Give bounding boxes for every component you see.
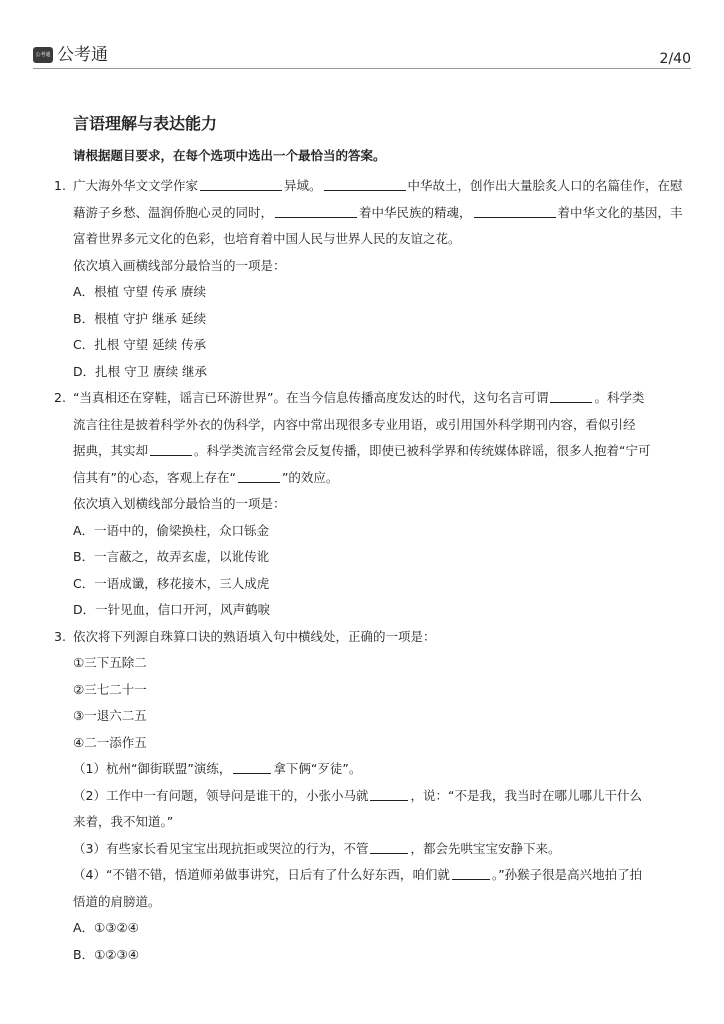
question-stem-line (73, 438, 674, 465)
stem-text: 。”孙猴子很是高兴地拍了拍 (491, 867, 643, 882)
answer-blank (452, 866, 490, 880)
answer-blank (474, 204, 556, 218)
header-divider (33, 68, 691, 69)
sentence-4 (73, 862, 674, 889)
answer-blank (275, 204, 357, 218)
option-a: A．一语中的，偷梁换柱，众口铄金 (73, 522, 270, 538)
option-d: D．扎根 守卫 赓续 继承 (73, 363, 208, 379)
stem-text: 。科学类 (594, 390, 645, 405)
question-stem-line (73, 465, 674, 492)
stem-text: ”的效应。 (281, 469, 339, 485)
stem-text: 着中华民族的精魂， (359, 204, 472, 220)
stem-text: （2）工作中一有问题，领导问是谁干的，小张小马就 (73, 787, 369, 803)
stem-text: 广大海外华文文学作家 (73, 178, 199, 193)
idiom-item: ②三七二十一 (73, 681, 147, 697)
question-stem-line (73, 173, 683, 200)
stem-text: 信其有”的心态，客观上存在“ (73, 469, 236, 485)
option-b: B．一言蔽之，故弄玄虚，以讹传讹 (73, 549, 270, 564)
question-number: 3. (54, 628, 66, 644)
stem-text: （3）有些家长看见宝宝出现抗拒或哭泣的行为，不管 (73, 840, 369, 856)
stem-text: 异域。 (284, 178, 322, 193)
question-number: 1. (54, 178, 66, 193)
question-prompt: 依次填入划横线部分最恰当的一项是： (73, 496, 286, 511)
answer-blank (150, 442, 192, 456)
question-stem-line: 依次将下列源自珠算口诀的熟语填入句中横线处，正确的一项是： (73, 628, 436, 644)
answer-blank (200, 177, 282, 191)
instruction-text: 请根据题目要求，在每个选项中选出一个最恰当的答案。 (73, 148, 386, 163)
stem-text: ，都会先哄宝宝安静下来。 (410, 840, 561, 856)
stem-text: 中华故土，创作出大量脍炙人口的名篇佳作，在慰 (407, 178, 683, 193)
answer-blank (370, 840, 408, 854)
option-c: C．一语成谶，移花接木，三人成虎 (73, 575, 270, 591)
question-list (54, 173, 683, 968)
question-stem-line: 富着世界多元文化的色彩，也培育着中国人民与世界人民的友谊之花。 (73, 231, 461, 246)
page-number: 2/40 (659, 51, 691, 67)
question-prompt: 依次填入画横线部分最恰当的一项是： (73, 257, 286, 273)
stem-text: 着中华文化的基因，丰 (557, 204, 683, 220)
option-b: B．根植 守护 继承 延续 (73, 310, 206, 326)
stem-text: （1）杭州“御街联盟”演练， (73, 761, 232, 776)
sentence-1 (73, 756, 674, 783)
question-3 (54, 624, 674, 969)
option-d: D．一针见血，信口开河，风声鹤唳 (73, 602, 271, 617)
sentence-4-cont: 悟道的肩膀道。 (73, 893, 161, 909)
section-title: 言语理解与表达能力 (73, 114, 218, 133)
brand-name: 公考通 (57, 45, 108, 65)
stem-text: “当真相还在穿鞋，谣言已环游世界”。在当今信息传播高度发达的时代，这句名言可谓 (73, 390, 549, 405)
option-a: A．根植 守望 传承 赓续 (73, 284, 206, 299)
option-c: C．扎根 守望 延续 传承 (73, 337, 207, 352)
stem-text: 拿下俩“歹徒”。 (273, 761, 362, 776)
sentence-3 (73, 836, 674, 863)
option-a: A．①③②④ (73, 920, 139, 935)
question-1 (54, 173, 683, 385)
answer-blank (324, 177, 406, 191)
stem-text: （4）“不错不错，悟道师弟做事讲究，日后有了什么好东西，咱们就 (73, 867, 450, 882)
question-2 (54, 385, 674, 624)
idiom-item: ③一退六二五 (73, 708, 147, 723)
page-header (33, 44, 691, 68)
answer-blank (550, 389, 592, 403)
stem-text: 藉游子乡愁、温润侨胞心灵的同时， (73, 204, 274, 220)
question-number: 2. (54, 390, 66, 405)
stem-text: 。科学类流言经常会反复传播，即使已被科学界和传统媒体辟谣，很多人抱着“宁可 (194, 443, 651, 458)
question-stem-line (73, 385, 674, 412)
answer-blank (238, 469, 280, 483)
question-stem-line: 流言往往是披着科学外衣的伪科学，内容中常出现很多专业用语，或引用国外科学期刊内容，看似引经 (73, 416, 636, 432)
sentence-2-cont: 来着，我不知道。” (73, 814, 174, 829)
idiom-item: ①三下五除二 (73, 655, 147, 670)
logo-icon: 公考通 (33, 47, 53, 63)
idiom-item: ④二一添作五 (73, 734, 147, 750)
question-stem-line (73, 200, 683, 227)
stem-text: ，说：“不是我，我当时在哪儿哪儿干什么 (410, 787, 642, 803)
stem-text: 据典，其实却 (73, 443, 149, 458)
option-b: B．①②③④ (73, 946, 139, 962)
answer-blank (233, 760, 271, 774)
sentence-2 (73, 783, 674, 810)
answer-blank (370, 787, 408, 801)
